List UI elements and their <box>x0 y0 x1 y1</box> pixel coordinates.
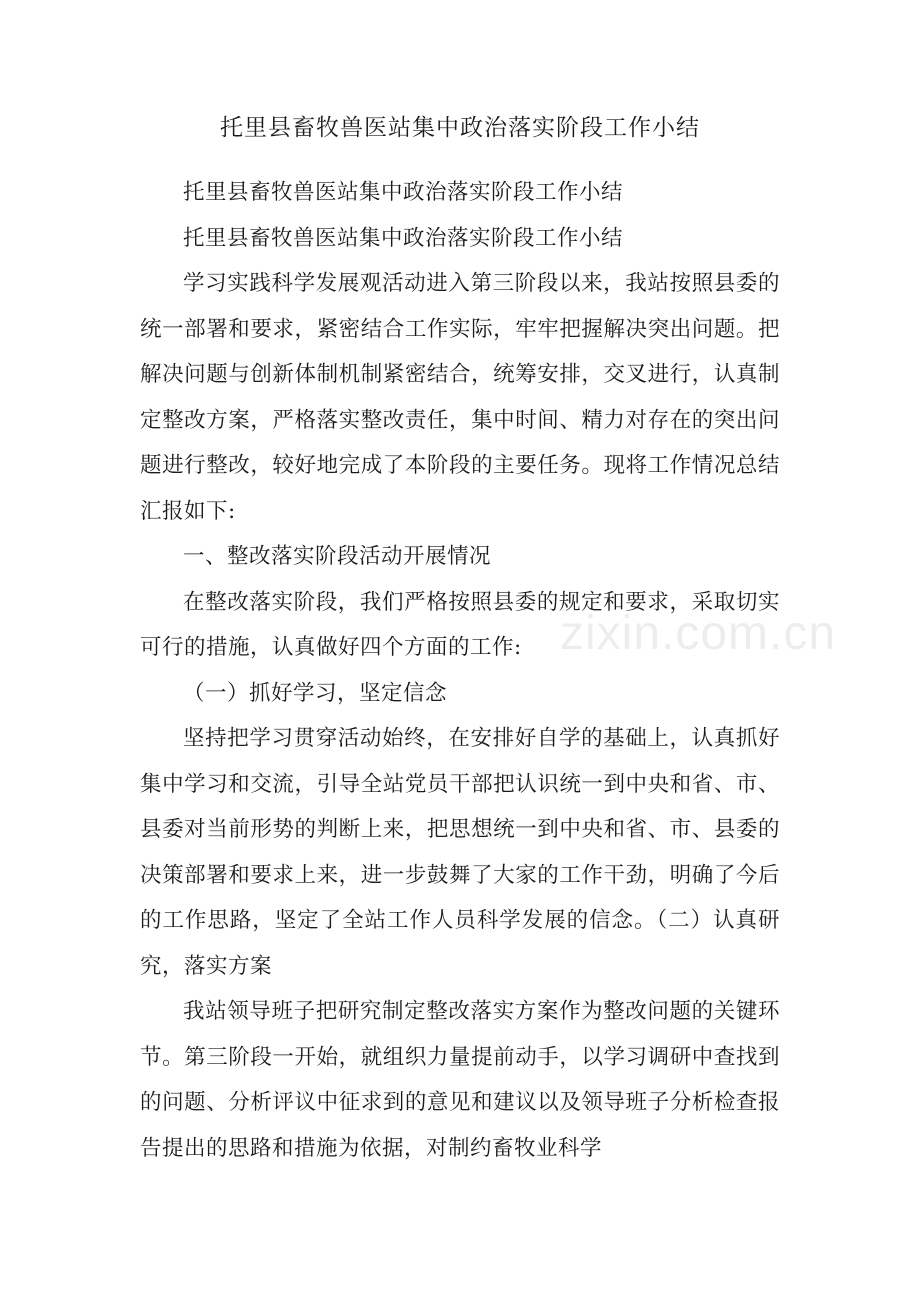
paragraph-plan: 我站领导班子把研究制定整改落实方案作为整改问题的关键环节。第三阶段一开始，就组织力量提前动手，以学习调研中查找到的问题、分析评议中征求到的意见和建议以及领导班子分析检查报告提出的思路和措施为依据，对制约畜牧业科学 <box>140 999 780 1161</box>
section-heading-1: 一、整改落实阶段活动开展情况 <box>183 544 492 569</box>
paragraph-subtitle-2: 托里县畜牧兽医站集中政治落实阶段工作小结 <box>183 225 624 251</box>
document-body <box>140 170 780 1171</box>
paragraph-intro: 学习实践科学发展观活动进入第三阶段以来，我站按照县委的统一部署和要求，紧密结合工作实际，牢牢把握解决突出问题。把解决问题与创新体制机制紧密结合，统筹安排，交叉进行，认真制定整改方案，严格落实整改责任，集中时间、精力对存在的突出问题进行整改，较好地完成了本阶段的主要任务。现将工作情况总结汇报如下: <box>140 271 780 524</box>
subsection-heading-1: （一）抓好学习，坚定信念 <box>183 680 448 706</box>
paragraph-section-1: 在整改落实阶段，我们严格按照县委的规定和要求，采取切实可行的措施，认真做好四个方面的工作: <box>140 589 780 660</box>
document-title: 托里县畜牧兽医站集中政治落实阶段工作小结 <box>220 115 700 141</box>
watermark: zixin.com.cn <box>560 607 837 660</box>
paragraph-study: 坚持把学习贯穿活动始终，在安排好自学的基础上，认真抓好集中学习和交流，引导全站党员干部把认识统一到中央和省、市、县委对当前形势的判断上来，把思想统一到中央和省、市、县委的决策部署和要求上来，进一步鼓舞了大家的工作干劲，明确了今后的工作思路，坚定了全站工作人员科学发展的信念。（二）认真研究，落实方案 <box>140 726 780 979</box>
paragraph-subtitle-1: 托里县畜牧兽医站集中政治落实阶段工作小结 <box>183 180 624 205</box>
